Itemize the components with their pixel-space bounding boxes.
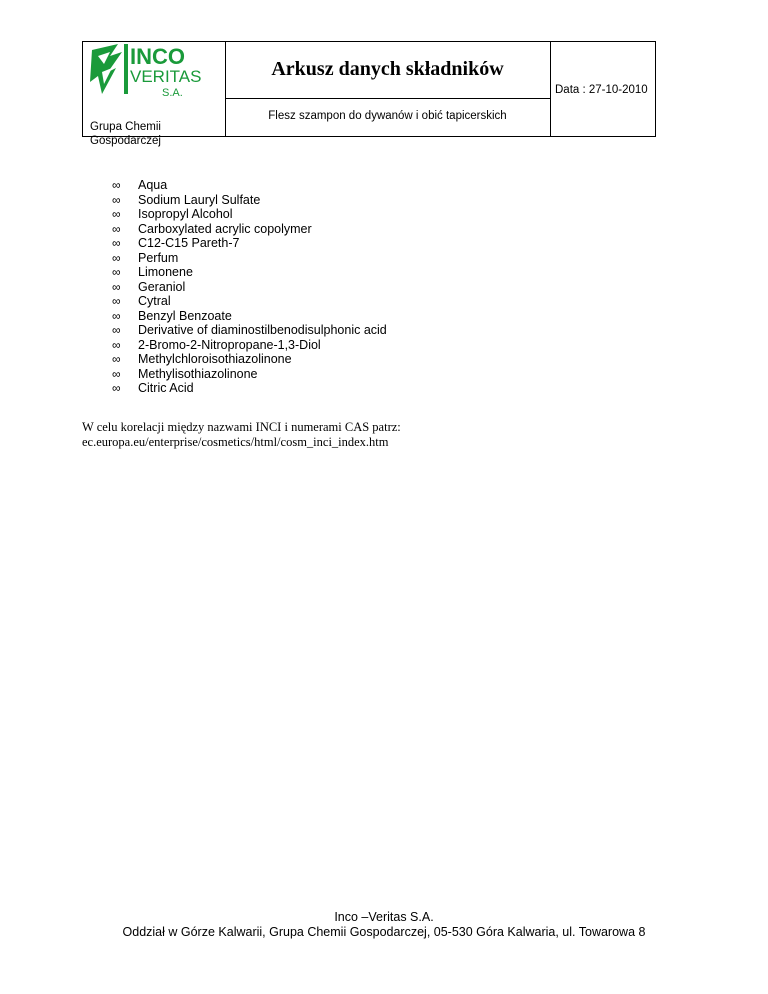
ingredient-name: Citric Acid — [138, 381, 194, 395]
page-footer — [0, 910, 768, 940]
ingredient-item — [112, 265, 387, 280]
group-name — [90, 120, 220, 148]
ingredient-name: Benzyl Benzoate — [138, 308, 232, 323]
ingredient-name: Aqua — [138, 178, 168, 192]
bullet-icon: ∞ — [112, 323, 121, 337]
ingredient-name: Carboxylated acrylic copolymer — [138, 221, 312, 236]
ingredient-item — [112, 178, 387, 193]
inci-note-url: ec.europa.eu/enterprise/cosmetics/html/cosm_inci_index.htm — [82, 434, 389, 449]
logo-word-sa: S.A. — [162, 87, 183, 98]
bullet-icon: ∞ — [112, 366, 121, 381]
ingredient-name: Isopropyl Alcohol — [138, 207, 233, 221]
ingredient-name: Methylisothiazolinone — [138, 366, 258, 381]
footer-address: Oddział w Górze Kalwarii, Grupa Chemii Gospodarczej, 05-530 Góra Kalwaria, ul. Towarowa 8 — [122, 925, 646, 939]
ingredient-item — [112, 367, 387, 382]
inci-note — [82, 420, 682, 449]
logo-word-inco: INCO — [130, 44, 185, 69]
ingredient-name: Perfum — [138, 250, 179, 265]
header-table — [82, 41, 656, 147]
ingredient-name: Cytral — [138, 294, 171, 308]
ingredient-item — [112, 222, 387, 237]
group-name-line2: Gospodarczej — [90, 135, 161, 147]
ingredient-item — [112, 294, 387, 309]
bullet-icon: ∞ — [112, 337, 121, 352]
ingredient-item — [112, 323, 387, 338]
ingredient-name: C12-C15 Pareth-7 — [138, 236, 240, 250]
inci-note-line1: W celu korelacji między nazwami INCI i numerami CAS patrz: — [82, 420, 401, 434]
bullet-icon: ∞ — [112, 265, 121, 279]
ingredient-name: Geraniol — [138, 279, 186, 294]
bullet-icon: ∞ — [112, 381, 121, 395]
ingredient-item — [112, 251, 387, 266]
header-divider-middle — [225, 98, 550, 99]
document-date: Data : 27-10-2010 — [555, 84, 648, 96]
ingredient-name: Limonene — [138, 265, 193, 279]
ingredient-name: 2-Bromo-2-Nitropropane-1,3-Diol — [138, 337, 321, 352]
group-name-line1: Grupa Chemii — [90, 121, 161, 133]
bullet-icon: ∞ — [112, 221, 121, 236]
bullet-icon: ∞ — [112, 279, 121, 294]
bullet-icon: ∞ — [112, 308, 121, 323]
ingredient-item — [112, 381, 387, 396]
ingredient-item — [112, 338, 387, 353]
bullet-icon: ∞ — [112, 250, 121, 265]
bullet-icon: ∞ — [112, 192, 121, 207]
ingredient-name: Derivative of diaminostilbenodisulphonic acid — [138, 323, 387, 337]
ingredient-item — [112, 236, 387, 251]
ingredients-list — [112, 178, 387, 396]
inco-veritas-logo-icon — [88, 42, 223, 98]
ingredient-item — [112, 280, 387, 295]
bullet-icon: ∞ — [112, 178, 121, 192]
logo-word-veritas: VERITAS — [130, 67, 202, 86]
bullet-icon: ∞ — [112, 207, 121, 221]
ingredient-item — [112, 352, 387, 367]
bullet-icon: ∞ — [112, 294, 121, 308]
page-title: Arkusz danych składników — [271, 58, 504, 80]
ingredient-item — [112, 193, 387, 208]
ingredient-item — [112, 309, 387, 324]
header-divider-right — [550, 42, 551, 136]
product-name: Flesz szampon do dywanów i obić tapicerskich — [268, 110, 507, 122]
ingredient-item — [112, 207, 387, 222]
ingredient-name: Sodium Lauryl Sulfate — [138, 192, 261, 207]
footer-company: Inco –Veritas S.A. — [334, 910, 434, 924]
ingredient-name: Methylchloroisothiazolinone — [138, 352, 292, 366]
bullet-icon: ∞ — [112, 352, 121, 366]
company-logo — [88, 42, 223, 98]
bullet-icon: ∞ — [112, 236, 121, 250]
